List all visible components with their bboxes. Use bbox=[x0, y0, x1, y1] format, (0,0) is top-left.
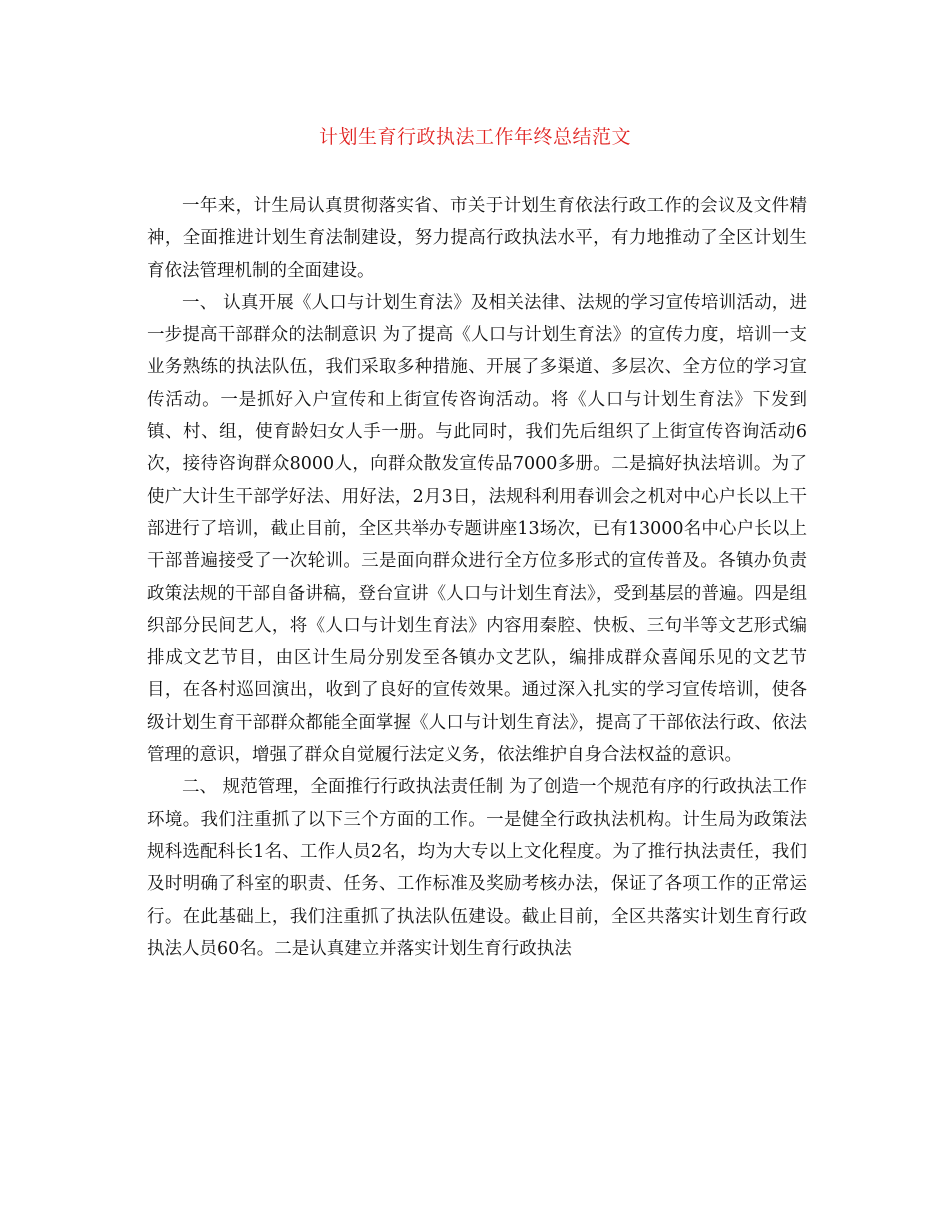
document-body bbox=[147, 190, 807, 965]
document-title: 计划生育行政执法工作年终总结范文 bbox=[318, 126, 631, 148]
paragraph-section-two: 二、 规范管理，全面推行行政执法责任制 为了创造一个规范有序的行政执法工作环境。我们注重抓了以下三个方面的工作。一是健全行政执法机构。计生局为政策法规科选配科长1名、工作人员2名，均为大专以上文化程度。为了推行执法责任，我们及时明确了科室的职责、任务、工作标准及奖励考核办法，保证了各项工作的正常运行。在此基础上，我们注重抓了执法队伍建设。截止目前，全区共落实计划生育行政执法人员60名。二是认真建立并落实计划生育行政执法 bbox=[147, 777, 807, 959]
paragraph-intro: 一年来，计生局认真贯彻落实省、市关于计划生育依法行政工作的会议及文件精神，全面推进计划生育法制建设，努力提高行政执法水平，有力地推动了全区计划生育依法管理机制的全面建设。 bbox=[147, 196, 807, 281]
paragraph-section-one: 一、 认真开展《人口与计划生育法》及相关法律、法规的学习宣传培训活动，进一步提高干部群众的法制意识 为了提高《人口与计划生育法》的宣传力度，培训一支业务熟练的执法队伍，我们采取多种措施、开展了多渠道、多层次、全方位的学习宣传活动。一是抓好入户宣传和上街宣传咨询活动。将《人口与计划生育法》下发到镇、村、组，使育龄妇女人手一册。与此同时，我们先后组织了上街宣传咨询活动6次，接待咨询群众8000人，向群众散发宣传品7000多册。二是搞好执法培训。为了使广大计生干部学好法、用好法，2月3日，法规科利用春训会之机对中心户长以上干部进行了培训，截止目前，全区共举办专题讲座13场次，已有13000名中心户长以上干部普遍接受了一次轮训。三是面向群众进行全方位多形式的宣传普及。各镇办负责政策法规的干部自备讲稿，登台宣讲《人口与计划生育法》，受到基层的普遍。四是组织部分民间艺人，将《人口与计划生育法》内容用秦腔、快板、三句半等文艺形式编排成文艺节目，由区计生局分别发至各镇办文艺队，编排成群众喜闻乐见的文艺节目，在各村巡回演出，收到了良好的宣传效果。通过深入扎实的学习宣传培训，使各级计划生育干部群众都能全面掌握《人口与计划生育法》，提高了干部依法行政、依法管理的意识，增强了群众自觉履行法定义务，依法维护自身合法权益的意识。 bbox=[147, 292, 807, 766]
